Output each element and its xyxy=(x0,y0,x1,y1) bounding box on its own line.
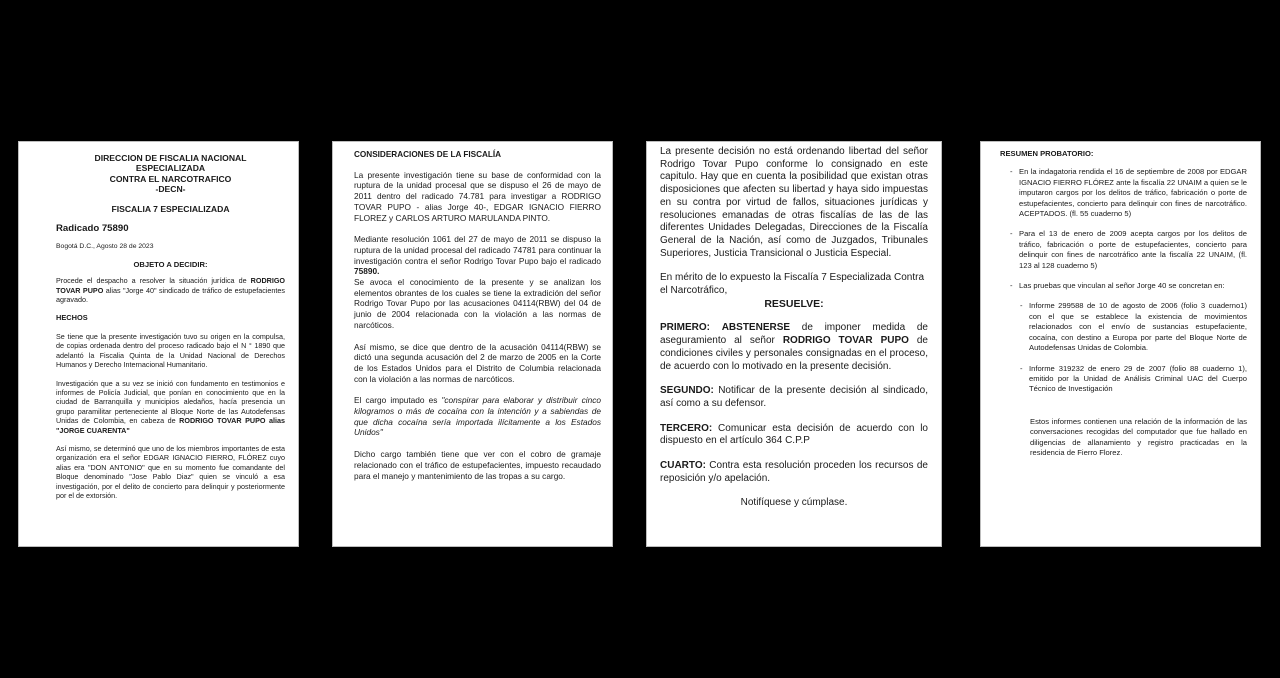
document-date: Bogotá D.C., Agosto 28 de 2023 xyxy=(56,243,154,251)
radicado-number: Radicado 75890 xyxy=(56,223,129,235)
consideraciones-paragraph-4: Así mismo, se dice que dentro de la acusación 04114(RBW) se dictó una segunda acusación del 2 de marzo de 2005 en la Corte de los Estados Unidos para el Distrito de Columbia relacionada con la violación a las normas de narcóticos. xyxy=(354,341,601,384)
primero-paragraph: PRIMERO: ABSTENERSE de imponer medida de aseguramiento al señor RODRIGO TOVAR PUPO de condiciones civiles y personales consignadas en el proceso, de acuerdo con lo motivado en la presente decisión. xyxy=(660,322,928,372)
document-page-4 xyxy=(980,141,1261,547)
objeto-heading: OBJETO A DECIDIR: xyxy=(133,259,208,269)
libertad-paragraph: La presente decisión no está ordenando libertad del señor Rodrigo Tovar Pupo conforme lo consignado en este capitulo. Hay que en cuenta la posibilidad que existan otras disposiciones que afecten su libertad y haya sido impuestas en su contra por virtud de fallos, situaciones jurídicas y resoluciones emanadas de otras fiscalías de las de las diferentes Unidades Delegadas, Direcciones de la Fiscalía General de la Nación, así como de Juzgados, Tribunales Superiores, Justicia Transicional o Justicia Especial. xyxy=(660,146,928,259)
consideraciones-paragraph-6: Dicho cargo también tiene que ver con el cobro de gramaje relacionado con el tráfico de estupefacientes, impuesto recaudado para el manejo y mantenimiento de las tropas a su cargo. xyxy=(354,449,601,481)
hechos-paragraph-2: Investigación que a su vez se inició con fundamento en testimonios e informes de Policía Judicial, que ponían en conocimiento que en la ciudad de Barranquilla y municipios aledaños, hacía presencia un grupo paramilitar perteneciente al Bloque Norte de las Autodefensas Unidas de Colombia, en cabeza de RODRIGO TOVAR PUPO alias "JORGE CUARENTA" xyxy=(56,378,285,435)
cargo-paragraph: El cargo imputado es "conspirar para elaborar y distribuir cinco kilogramos o más de cocaína con la intención y a sabiendas de que dicha cocaína sería importada ilícitamente a los Estados Unidos" xyxy=(354,395,601,438)
hechos-paragraph-1: Se tiene que la presente investigación tuvo su origen en la compulsa, de copias ordenada dentro del proceso radicado bajo el N ° 1890 que adelantó la Fiscalia Quinta de la Unidad Nacional de Derechos Humanos y Derecho Internacional Humanitario. xyxy=(56,331,285,370)
header-line: DIRECCION DE FISCALIA NACIONAL xyxy=(94,153,247,163)
hechos-paragraph-3: Así mismo, se determinó que uno de los miembros importantes de esta organización era el señor EDGAR IGNACIO FIERRO, FLÓREZ cuyo alias era "DON ANTONIO" que en su momento fue comandante del Bloque denominado "Jose Pablo Diaz" quien se vinculó a esa investigación, por el delito de concierto para delinquir y posteriormente por el de extorsión. xyxy=(56,443,285,500)
evidence-sub-bullet-1: - Informe 299588 de 10 de agosto de 2006 (folio 3 cuaderno1) con el que se establece la existencia de movimientos relacionados con el envío de sustancias estupefaciente, cocaína, con destino a Europa por parte del Bloque Norte de Autodefensas Unidas de Colombia. xyxy=(1020,301,1247,353)
document-page-2 xyxy=(332,141,613,547)
consideraciones-paragraph-2: Mediante resolución 1061 del 27 de mayo de 2011 se dispuso la ruptura de la unidad procesal del radicado 74781 para continuar la investigación contra el señor Rodrigo Tovar Pupo bajo el radicado 75890. xyxy=(354,234,601,277)
resumen-heading: RESUMEN PROBATORIO: xyxy=(1000,149,1094,158)
document-page-3 xyxy=(646,141,942,547)
tercero-paragraph: TERCERO: Comunicar esta decisión de acuerdo con lo dispuesto en el artículo 364 C.P.P xyxy=(660,422,928,447)
informes-closing-paragraph: Estos informes contienen una relación de la información de las conversaciones recogidas del computador que fue hallado en diligencias de allanamiento y registro practicadas en la residencia de Fierro Florez. xyxy=(1030,416,1247,457)
consideraciones-heading: CONSIDERACIONES DE LA FISCALÍA xyxy=(354,150,502,159)
segundo-paragraph: SEGUNDO: Notificar de la presente decisión al sindicado, así como a su defensor. xyxy=(660,385,928,409)
merito-paragraph: En mérito de lo expuesto la Fiscalía 7 Especializada Contra el Narcotráfico, xyxy=(660,272,925,297)
evidence-sub-bullet-2: - Informe 319232 de enero 29 de 2007 (folio 88 cuaderno 1), emitido por la Unidad de Análisis Criminal UAC del Cuerpo Técnico de Investigación xyxy=(1020,364,1247,395)
evidence-bullet-3: - Las pruebas que vinculan al señor Jorge 40 se concretan en: xyxy=(1010,281,1247,291)
fiscalia-title: FISCALIA 7 ESPECIALIZADA xyxy=(111,203,230,214)
consideraciones-paragraph-3: Se avoca el conocimiento de la presente y se analizan los elementos obrantes de los cuales se tiene la extradición del señor Rodrigo Tovar Pupo por las acusaciones 04114(RBW) del 04 de junio de 2004 relacionada con la violación a las normas de narcóticos. xyxy=(354,277,601,330)
evidence-bullet-2: - Para el 13 de enero de 2009 acepta cargos por los delitos de tráfico, fabricación o porte de estupefacientes, concierto para delinquir con fines de narcotráfico ante la fiscalía 22 UNAIM, (fl. 123 al 128 cuaderno 5) xyxy=(1010,229,1247,271)
cuarto-paragraph: CUARTO: Contra esta resolución proceden los recursos de reposición y/o apelación. xyxy=(660,460,928,484)
consideraciones-paragraph-1: La presente investigación tiene su base de conformidad con la ruptura de la unidad procesal que se dispuso el 26 de mayo de 2011 dentro del radicado 74.781 para investigar a RODRIGO TOVAR PUPO - alias Jorge 40-, EDGAR IGNACIO FIERRO FLOREZ y CARLOS ARTURO MARULANDA PINTO. xyxy=(354,169,601,223)
document-page-1 xyxy=(18,141,299,547)
closing-line: Notifíquese y cúmplase. xyxy=(740,497,848,509)
resuelve-heading: RESUELVE: xyxy=(764,297,824,310)
header-line: ESPECIALIZADA xyxy=(135,163,206,174)
hechos-heading: HECHOS xyxy=(56,313,88,323)
evidence-bullet-1: - En la indagatoria rendida el 16 de septiembre de 2008 por EDGAR IGNACIO FIERRO FLÓREZ ante la fiscalía 22 UNAIM a quien se le imputaron cargos por los delitos de tráfico, fabricación o porte de estupefacientes, concierto para delinquir con fines de narcotráfico. ACEPTADOS. (fl. 55 cuaderno 5) xyxy=(1010,167,1247,219)
header-line: -DECN- xyxy=(155,184,186,195)
objeto-paragraph: Procede el despacho a resolver la situación jurídica de RODRIGO TOVAR PUPO alias "Jorge 40" sindicado de tráfico de estupefacientes agravado. xyxy=(56,276,285,305)
agency-header xyxy=(56,153,285,195)
header-line: CONTRA EL NARCOTRAFICO xyxy=(109,173,232,184)
